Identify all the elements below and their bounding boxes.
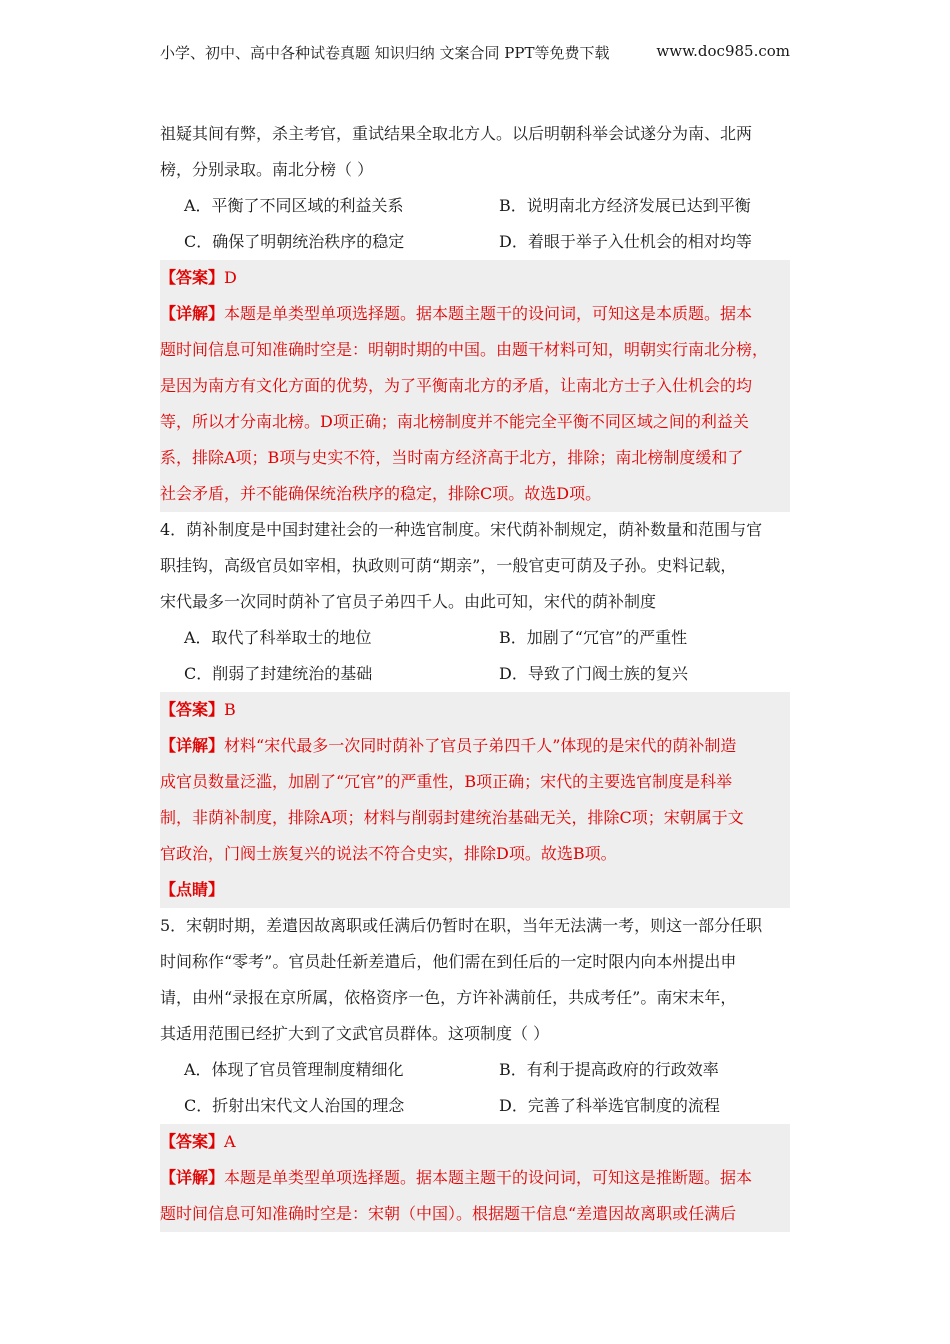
question-stem-line: 时间称作“零考”。官员赴任新差遣后，他们需在到任后的一定时限内向本州提出申 [160, 952, 737, 971]
answer-label: 【答案】 [160, 268, 225, 287]
detail-line: 是因为南方有文化方面的优势，为了平衡南北方的矛盾，让南北方士子入仕机会的均 [160, 376, 753, 395]
detail-text: 本题是单类型单项选择题。据本题主题干的设问词，可知这是推断题。据本 [224, 1168, 753, 1187]
question-stem-line: 请，由州“录报在京所属，依格资序一色，方许补满前任，共成考任”。南宋末年， [160, 988, 737, 1007]
option-d: D．着眼于举子入仕机会的相对均等 [499, 232, 752, 251]
note-label: 【点睛】 [160, 880, 225, 899]
page-header [160, 42, 790, 66]
option-d: D．导致了门阀士族的复兴 [499, 664, 688, 683]
options-row [160, 1088, 790, 1124]
option-a: A．体现了官员管理制度精细化 [184, 1060, 404, 1079]
options-row [160, 224, 790, 260]
detail-text: 材料“宋代最多一次同时荫补了官员子弟四千人”体现的是宋代的荫补制造 [224, 736, 737, 755]
answer-line [160, 260, 790, 296]
answer-value: D [224, 268, 237, 287]
detail-line [160, 728, 790, 764]
answer-value: A [224, 1132, 236, 1151]
answer-block [160, 260, 790, 512]
answer-label: 【答案】 [160, 1132, 225, 1151]
detail-line: 系，排除A项；B项与史实不符，当时南方经济高于北方，排除；南北榜制度缓和了 [160, 448, 744, 467]
options-row [160, 620, 790, 656]
option-c: C．削弱了封建统治的基础 [184, 664, 373, 683]
detail-line: 等，所以才分南北榜。D项正确；南北榜制度并不能完全平衡不同区域之间的利益关 [160, 412, 749, 431]
detail-label: 【详解】 [160, 736, 225, 755]
question-4 [160, 512, 790, 908]
detail-text: 本题是单类型单项选择题。据本题主题干的设问词，可知这是本质题。据本 [224, 304, 753, 323]
question-5 [160, 908, 790, 1232]
option-b: B．说明南北方经济发展已达到平衡 [499, 196, 751, 215]
question-stem-line: 其适用范围已经扩大到了文武官员群体。这项制度（ ） [160, 1024, 550, 1043]
question-stem-line: 4．荫补制度是中国封建社会的一种选官制度。宋代荫补制规定，荫补数量和范围与官 [160, 520, 763, 539]
document-body [160, 116, 790, 1232]
options-row [160, 1052, 790, 1088]
option-c: C．确保了明朝统治秩序的稳定 [184, 232, 405, 251]
option-d: D．完善了科举选官制度的流程 [499, 1096, 720, 1115]
detail-line: 社会矛盾，并不能确保统治秩序的稳定，排除C项。故选D项。 [160, 484, 602, 503]
detail-line: 题时间信息可知准确时空是：明朝时期的中国。由题干材料可知，明朝实行南北分榜， [160, 340, 769, 359]
answer-line [160, 692, 790, 728]
option-a: A．平衡了不同区域的利益关系 [184, 196, 404, 215]
question-3 [160, 116, 790, 512]
options-row [160, 656, 790, 692]
options-row [160, 188, 790, 224]
question-stem-line: 祖疑其间有弊，杀主考官，重试结果全取北方人。以后明朝科举会试遂分为南、北两 [160, 124, 753, 143]
option-b: B．有利于提高政府的行政效率 [499, 1060, 719, 1079]
detail-line: 制，非荫补制度，排除A项；材料与削弱封建统治基础无关，排除C项；宋朝属于文 [160, 808, 744, 827]
option-b: B．加剧了“冗官”的严重性 [499, 628, 688, 647]
answer-block [160, 692, 790, 908]
detail-line [160, 296, 790, 332]
header-site-url: www.doc985.com [656, 42, 790, 60]
note-line [160, 872, 790, 908]
question-stem-line: 职挂钩，高级官员如宰相，执政则可荫“期亲”，一般官吏可荫及子孙。史料记载， [160, 556, 737, 575]
detail-line [160, 1160, 790, 1196]
detail-line: 题时间信息可知准确时空是：宋朝（中国）。根据题干信息“差遣因故离职或任满后 [160, 1204, 737, 1223]
detail-line: 成官员数量泛滥，加剧了“冗官”的严重性，B项正确；宋代的主要选官制度是科举 [160, 772, 733, 791]
question-stem-line: 榜，分别录取。南北分榜（ ） [160, 160, 374, 179]
answer-line [160, 1124, 790, 1160]
option-c: C．折射出宋代文人治国的理念 [184, 1096, 405, 1115]
answer-value: B [224, 700, 236, 719]
option-a: A．取代了科举取士的地位 [184, 628, 372, 647]
detail-line: 官政治，门阀士族复兴的说法不符合史实，排除D项。故选B项。 [160, 844, 617, 863]
answer-block [160, 1124, 790, 1232]
header-text: 小学、初中、高中各种试卷真题 知识归纳 文案合同 PPT等免费下载 [160, 44, 610, 62]
question-stem-line: 宋代最多一次同时荫补了官员子弟四千人。由此可知，宋代的荫补制度 [160, 592, 657, 611]
detail-label: 【详解】 [160, 1168, 225, 1187]
answer-label: 【答案】 [160, 700, 225, 719]
question-stem-line: 5．宋朝时期，差遣因故离职或任满后仍暂时在职，当年无法满一考，则这一部分任职 [160, 916, 763, 935]
detail-label: 【详解】 [160, 304, 225, 323]
